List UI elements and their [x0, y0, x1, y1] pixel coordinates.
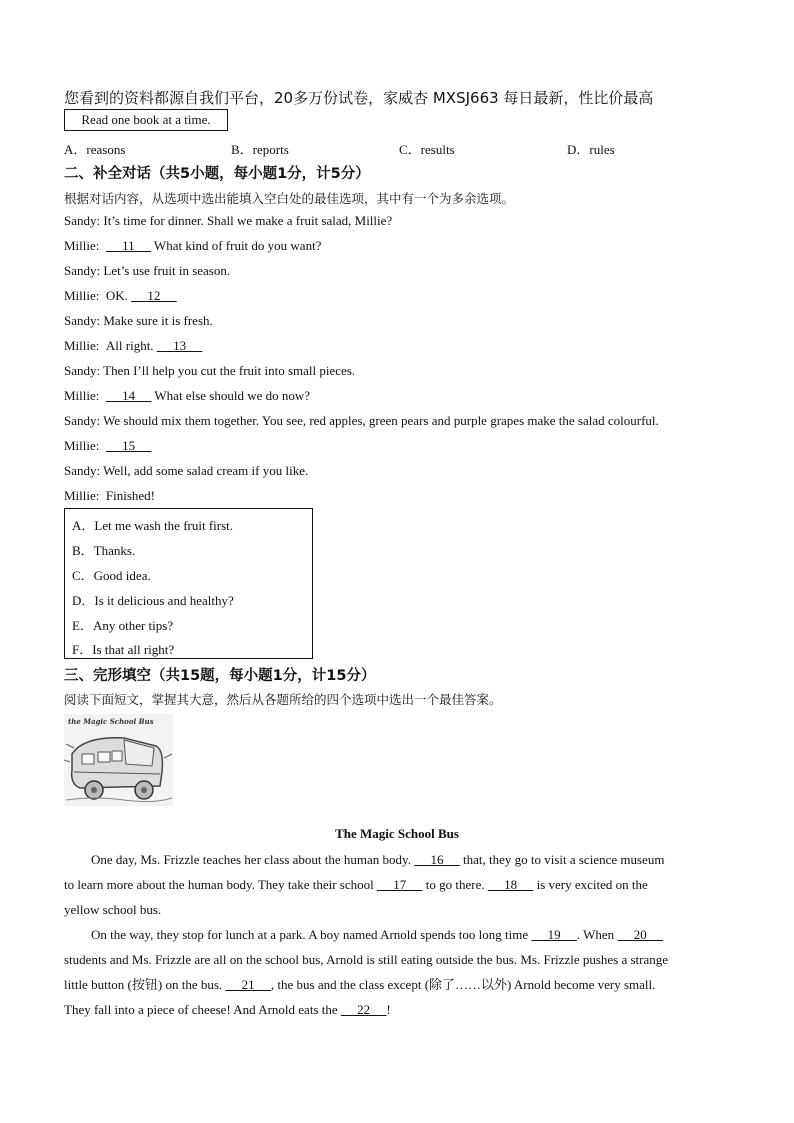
- boxed-rule-text: Read one book at a time.: [64, 109, 228, 131]
- speaker: Sandy:: [64, 313, 101, 328]
- dialogue-line: [64, 288, 177, 306]
- choice-c[interactable]: C．Good idea.: [72, 568, 151, 583]
- speaker: Millie:: [64, 288, 100, 303]
- line-text: All right.: [105, 338, 157, 353]
- dialogue-line: [64, 338, 202, 356]
- story-paragraph-2: [64, 922, 729, 1022]
- dialogue-line: [64, 313, 213, 331]
- section2-heading: 二、补全对话（共5小题，每小题1分，计5分）: [64, 166, 370, 182]
- line-text: Let’s use fruit in season.: [103, 263, 231, 278]
- dialogue-line: [64, 363, 355, 381]
- speaker: Millie:: [64, 388, 100, 403]
- text: One day, Ms. Frizzle teaches her class about the human body.: [91, 852, 415, 867]
- blank-13[interactable]: 13: [156, 338, 203, 353]
- text-row: [64, 972, 729, 997]
- promo-banner: 您看到的资料都源自我们平台，20多万份试卷，家威杏 MXSJ663 每日最新，性比价最高: [64, 89, 654, 107]
- text-row: yellow school bus.: [64, 902, 162, 917]
- speaker: Sandy:: [64, 413, 101, 428]
- text: , the bus and the class except (除了……以外) Arnold become very small.: [270, 977, 656, 992]
- line-text: Make sure it is fresh.: [103, 313, 213, 328]
- blank-17[interactable]: 17: [377, 877, 423, 892]
- story-title: The Magic School Bus: [335, 826, 459, 841]
- section3-heading: 三、完形填空（共15题，每小题1分，计15分）: [64, 668, 376, 684]
- blank-21[interactable]: 21: [225, 977, 271, 992]
- speaker: Sandy:: [64, 463, 101, 478]
- story-paragraph-1: [64, 847, 729, 922]
- text-row: [64, 847, 729, 872]
- line-text: OK.: [105, 288, 132, 303]
- text: to go there.: [422, 877, 488, 892]
- text: They fall into a piece of cheese! And Arnold eats the: [64, 1002, 341, 1017]
- line-text: It’s time for dinner. Shall we make a fruit salad, Millie?: [103, 213, 393, 228]
- text: that, they go to visit a science museum: [459, 852, 665, 867]
- section2-instruction: 根据对话内容，从选项中选出能填入空白处的最佳选项，其中有一个为多余选项。: [64, 191, 515, 206]
- image-caption: the Magic School Bus: [68, 717, 154, 726]
- text: On the way, they stop for lunch at a park. A boy named Arnold spends too long time: [91, 927, 532, 942]
- blank-12[interactable]: 12: [131, 288, 177, 303]
- choice-d[interactable]: D．Is it delicious and healthy?: [72, 593, 234, 608]
- dialogue-line: [64, 413, 659, 431]
- choice-e[interactable]: E．Any other tips?: [72, 618, 174, 633]
- text: little button (按钮) on the bus.: [64, 977, 226, 992]
- previous-question-options: [64, 139, 764, 157]
- text-row: students and Ms. Frizzle are all on the school bus, Arnold is still eating outside the bus. Ms. Frizzle pushes a strange: [64, 952, 669, 967]
- line-text: Well, add some salad cream if you like.: [103, 463, 309, 478]
- dialogue-line: [64, 388, 310, 406]
- speaker: Millie:: [64, 238, 100, 253]
- dialogue-line: [64, 438, 151, 456]
- speaker: Sandy:: [64, 363, 101, 378]
- option-a[interactable]: A．reasons: [64, 142, 126, 157]
- choice-f[interactable]: F．Is that all right?: [72, 642, 175, 657]
- blank-11[interactable]: 11: [105, 238, 151, 253]
- speaker: Millie:: [64, 338, 100, 353]
- dialogue-line: [64, 488, 155, 506]
- text: is very excited on the: [533, 877, 648, 892]
- speaker: Millie:: [64, 438, 100, 453]
- blank-22[interactable]: 22: [340, 1002, 387, 1017]
- speaker: Sandy:: [64, 263, 101, 278]
- blank-14[interactable]: 14: [105, 388, 152, 403]
- text-row: [64, 922, 729, 947]
- dialogue-line: [64, 238, 321, 256]
- line-text: What kind of fruit do you want?: [150, 238, 322, 253]
- blank-16[interactable]: 16: [414, 852, 460, 867]
- text: !: [386, 1002, 391, 1017]
- dialogue-line: [64, 263, 230, 281]
- section3-instruction: 阅读下面短文，掌握其大意，然后从各题所给的四个选项中选出一个最佳答案。: [64, 692, 502, 707]
- line-text: We should mix them together. You see, red apples, green pears and purple grapes make the salad colourful.: [103, 413, 659, 428]
- line-text: Then I’ll help you cut the fruit into small pieces.: [103, 363, 356, 378]
- answer-choices-box: [64, 508, 313, 659]
- blank-20[interactable]: 20: [617, 927, 663, 942]
- option-c[interactable]: C．results: [399, 142, 455, 157]
- blank-19[interactable]: 19: [531, 927, 577, 942]
- line-text: Finished!: [105, 488, 156, 503]
- speaker: Millie:: [64, 488, 100, 503]
- dialogue-line: [64, 463, 308, 481]
- line-text: What else should we do now?: [151, 388, 311, 403]
- text-row: [64, 872, 729, 897]
- option-d[interactable]: D．rules: [567, 142, 615, 157]
- dialogue-line: [64, 213, 392, 231]
- text: to learn more about the human body. They take their school: [64, 877, 377, 892]
- text-row: [64, 997, 729, 1022]
- choice-b[interactable]: B．Thanks.: [72, 543, 136, 558]
- text: . When: [576, 927, 618, 942]
- speaker: Sandy:: [64, 213, 101, 228]
- option-b[interactable]: B．reports: [231, 142, 289, 157]
- choice-a[interactable]: A．Let me wash the fruit first.: [72, 518, 234, 533]
- magic-school-bus-illustration: [64, 714, 173, 806]
- blank-15[interactable]: 15: [105, 438, 152, 453]
- blank-18[interactable]: 18: [487, 877, 534, 892]
